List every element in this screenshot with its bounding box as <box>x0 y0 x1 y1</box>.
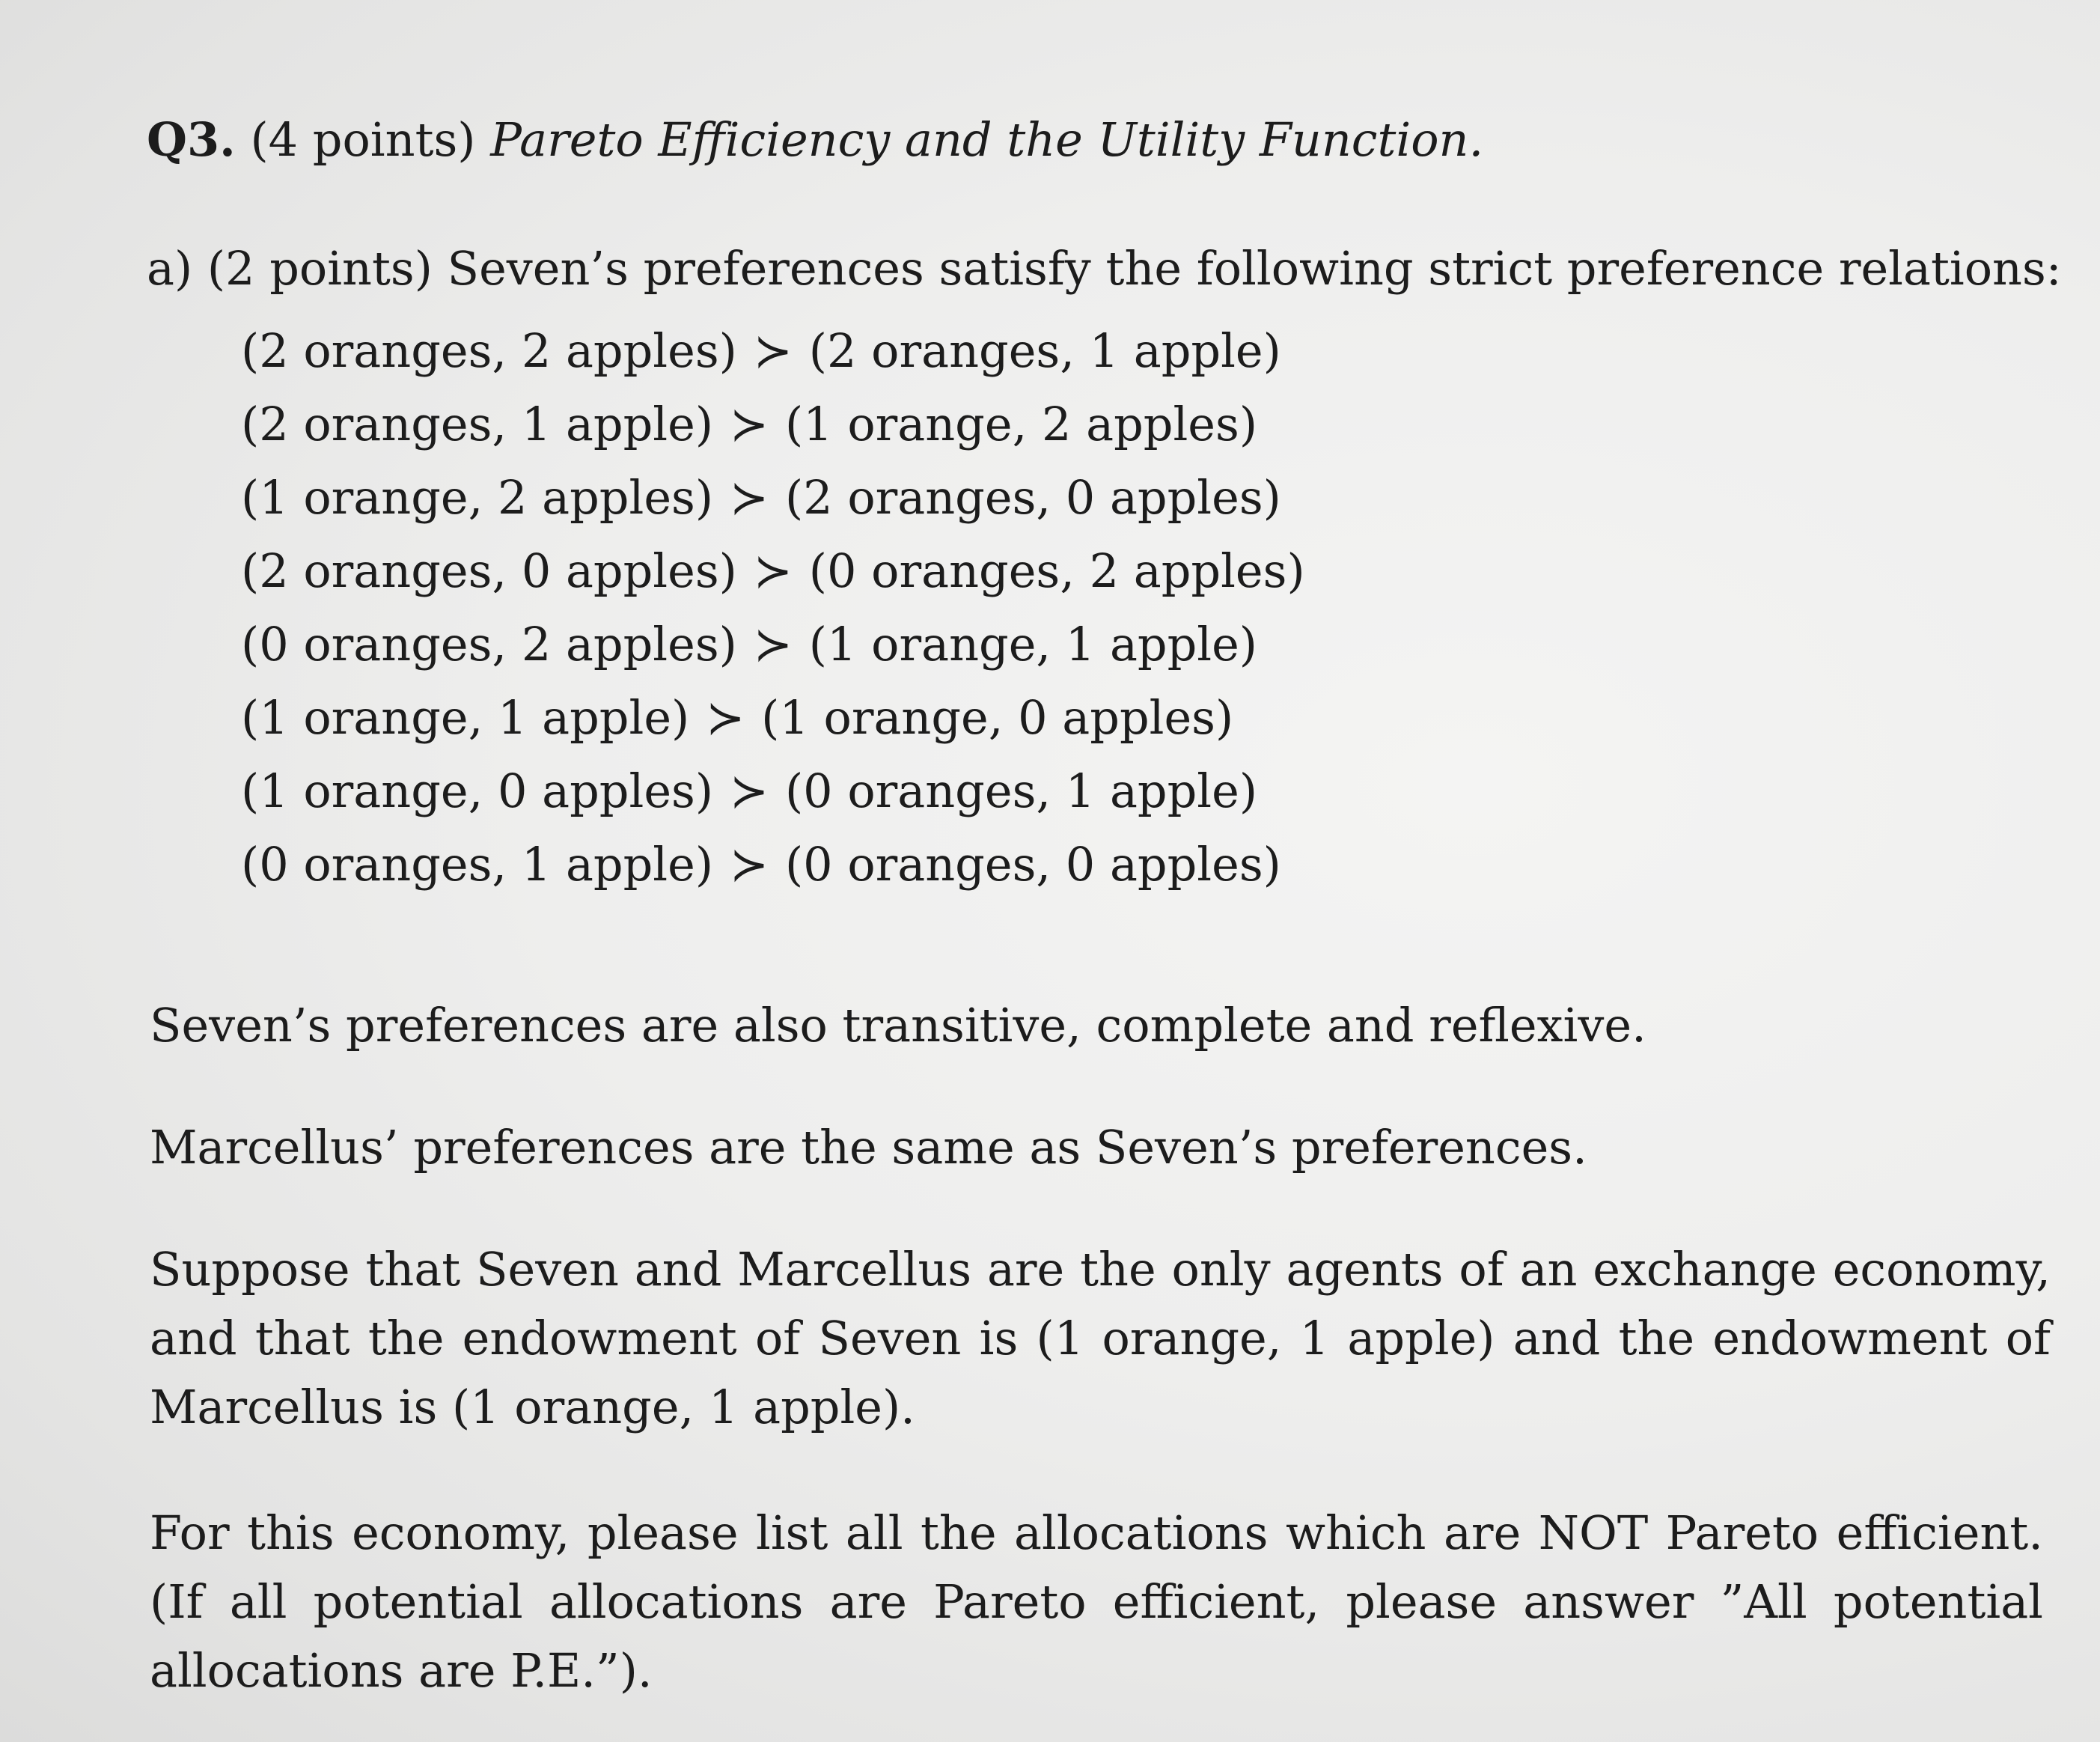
preference-relation <box>241 535 1305 608</box>
relation-left: (1 orange, 0 apples) <box>241 764 714 818</box>
relation-left: (1 orange, 1 apple) <box>241 690 690 745</box>
relation-left: (2 oranges, 2 apples) <box>241 323 737 378</box>
preference-relation <box>241 681 1305 755</box>
relation-right: (0 oranges, 1 apple) <box>784 764 1258 818</box>
question-title: Pareto Efficiency and the Utility Function. <box>490 112 1484 167</box>
relation-left: (1 orange, 2 apples) <box>241 470 714 525</box>
succeeds-symbol: ≻ <box>753 617 793 671</box>
part-a-intro: a) (2 points) Seven’s preferences satisfy the following strict preference relations: <box>147 241 2062 296</box>
succeeds-symbol: ≻ <box>730 764 769 818</box>
relation-right: (1 orange, 2 apples) <box>784 397 1258 451</box>
question-points: (4 points) <box>250 112 476 167</box>
succeeds-symbol: ≻ <box>730 837 769 892</box>
preference-relation <box>241 608 1305 681</box>
relation-left: (0 oranges, 2 apples) <box>241 617 737 671</box>
relation-right: (2 oranges, 0 apples) <box>784 470 1281 525</box>
relation-right: (2 oranges, 1 apple) <box>808 323 1281 378</box>
relation-right: (0 oranges, 0 apples) <box>784 837 1281 892</box>
preference-relation <box>241 314 1305 388</box>
question-number: Q3. <box>147 112 236 167</box>
question-heading <box>147 112 1483 167</box>
preference-relations-list <box>241 314 1305 901</box>
succeeds-symbol: ≻ <box>753 323 793 378</box>
preference-relation <box>241 388 1305 461</box>
endowment-paragraph: Suppose that Seven and Marcellus are the only agents of an exchange economy, and that the endowment of Seven is (1 orange, 1 apple) and the endowment of Marcellus is (1 orange, 1 apple). <box>150 1242 2051 1434</box>
relation-right: (1 orange, 0 apples) <box>761 690 1234 745</box>
succeeds-symbol: ≻ <box>706 690 745 745</box>
relation-right: (1 orange, 1 apple) <box>808 617 1257 671</box>
preference-relation <box>241 755 1305 828</box>
marcellus-preferences-paragraph: Marcellus’ preferences are the same as Seven’s preferences. <box>150 1120 1587 1175</box>
relation-left: (2 oranges, 0 apples) <box>241 543 737 598</box>
question-prompt-paragraph: For this economy, please list all the allocations which are NOT Pareto efficient. (If all potential allocations are Pareto efficient, please answer ”All potential allocations are P.E.”). <box>150 1505 2043 1698</box>
relation-left: (0 oranges, 1 apple) <box>241 837 714 892</box>
preferences-properties-paragraph: Seven’s preferences are also transitive, complete and reflexive. <box>150 998 1646 1053</box>
succeeds-symbol: ≻ <box>753 543 793 598</box>
succeeds-symbol: ≻ <box>730 470 769 525</box>
preference-relation <box>241 461 1305 535</box>
preference-relation <box>241 828 1305 901</box>
relation-left: (2 oranges, 1 apple) <box>241 397 714 451</box>
relation-right: (0 oranges, 2 apples) <box>808 543 1305 598</box>
succeeds-symbol: ≻ <box>730 397 769 451</box>
